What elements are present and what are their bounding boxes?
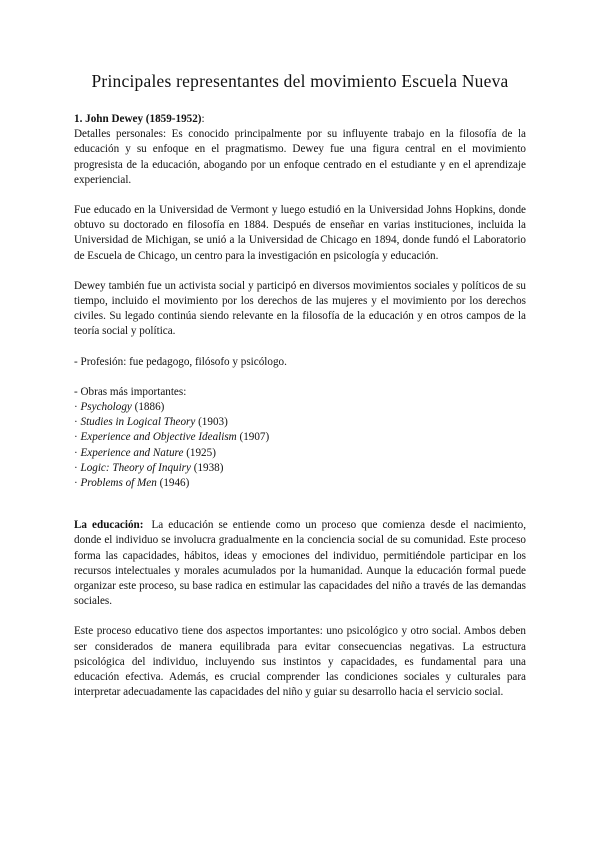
work-title: Experience and Nature [80, 446, 184, 459]
work-year: (1938) [190, 461, 224, 474]
work-item [74, 476, 526, 491]
dewey-heading-colon: : [201, 113, 205, 125]
dewey-heading: 1. John Dewey (1859-1952) [74, 113, 202, 125]
work-year: (1925) [183, 446, 216, 459]
work-year: (1903) [195, 416, 228, 429]
education-definition-paragraph [74, 518, 526, 609]
dewey-profession: - Profesión: fue pedagogo, filósofo y psicólogo. [74, 355, 287, 368]
work-year: (1907) [236, 431, 270, 444]
work-item [74, 400, 526, 415]
work-item [74, 461, 526, 476]
dewey-works-list [74, 400, 526, 491]
work-bullet: · [74, 431, 81, 444]
dewey-heading-line [74, 112, 526, 127]
dewey-activism: Dewey también fue un activista social y participó en diversos movimientos sociales y políticos de su tiempo, incluido el movimiento por los derechos de las mujeres y el movimiento por los derechos civiles. Su legado continúa siendo relevante en la filosofía de la educación y en otros campos de la teoría social y política. [74, 279, 526, 338]
work-bullet: · [74, 461, 81, 474]
education-definition: La educación se entiende como un proceso que comienza desde el nacimiento, donde el individuo se involucra gradualmente en la conciencia social de su comunidad. Este proceso forma las capacidades, hábitos, ideas y emociones del individuo, permitiéndole participar en los recursos intelectuales y morales acumulados por la humanidad. Aunque la educación formal puede organizar este proceso, su base radica en estimular las capacidades del niño a través de las demandas sociales. [74, 519, 526, 608]
education-term: La educación: [74, 519, 144, 532]
dewey-education-history: Fue educado en la Universidad de Vermont y luego estudió en la Universidad Johns Hopkins, donde obtuvo su doctorado en filosofía en 1884. Después de enseñar en varias instituciones, incluida la Universidad de Michigan, se unió a la Universidad de Chicago en 1894, donde fundó el Laboratorio de Escuela de Chicago, un centro para la investigación en psicología y educación. [74, 204, 526, 262]
dewey-personal-details: Detalles personales: Es conocido principalmente por su influyente trabajo en la filosofía de la educación y su enfoque en el pragmatismo. Dewey fue una figura central en el movimiento progresista de la educación, abogando por un enfoque centrado en el estudiante y en el aprendizaje experiencial. [74, 128, 526, 186]
work-bullet: · [74, 477, 81, 490]
dewey-works-heading: - Obras más importantes: [74, 385, 187, 398]
work-title: Studies in Logical Theory [80, 416, 196, 429]
work-bullet: · [74, 446, 81, 459]
work-item [74, 430, 526, 445]
document-title: Principales representantes del movimiento Escuela Nueva [91, 71, 509, 91]
work-title: Logic: Theory of Inquiry [80, 461, 191, 474]
work-title: Psychology [80, 401, 132, 414]
work-year: (1946) [156, 477, 190, 490]
education-aspects: Este proceso educativo tiene dos aspectos importantes: uno psicológico y otro social. Ambos deben ser considerados de manera equilibrada para evitar consecuencias negativas. La estructura psicológica del individuo, incluyendo sus instintos y capacidades, es fundamental para una educación efectiva. Además, es crucial comprender las condiciones sociales y culturales para interpretar adecuadamente las capacidades del niño y guiar su desarrollo hacia el servicio social. [74, 625, 526, 699]
work-year: (1886) [131, 401, 165, 414]
work-item [74, 415, 526, 430]
work-bullet: · [74, 416, 81, 429]
work-item [74, 446, 526, 461]
work-title: Experience and Objective Idealism [80, 431, 237, 444]
work-bullet: · [74, 401, 81, 414]
work-title: Problems of Men [80, 477, 157, 490]
